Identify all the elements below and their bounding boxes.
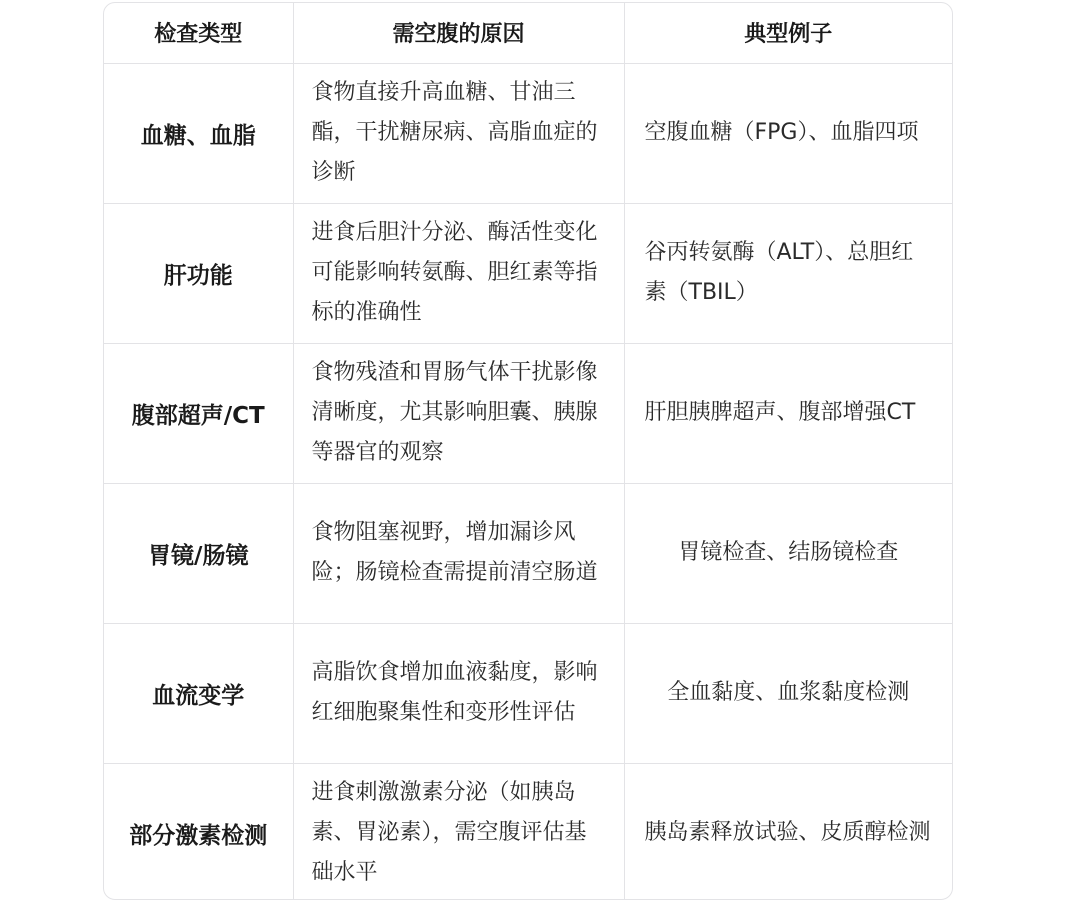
reason-cell: 进食刺激激素分泌（如胰岛素、胃泌素），需空腹评估基础水平 xyxy=(293,763,624,900)
exam-type-cell: 部分激素检测 xyxy=(104,763,293,900)
fasting-exam-table xyxy=(103,2,953,900)
example-cell: 谷丙转氨酶（ALT）、总胆红素（TBIL） xyxy=(624,203,952,343)
table-row xyxy=(104,763,952,900)
exam-type-cell: 血糖、血脂 xyxy=(104,63,293,203)
table-row xyxy=(104,483,952,623)
exam-type-cell: 腹部超声/CT xyxy=(104,343,293,483)
example-cell: 胃镜检查、结肠镜检查 xyxy=(624,483,952,623)
header-exam-type: 检查类型 xyxy=(104,3,293,63)
reason-cell: 高脂饮食增加血液黏度，影响红细胞聚集性和变形性评估 xyxy=(293,623,624,763)
table-row xyxy=(104,343,952,483)
exam-type-cell: 血流变学 xyxy=(104,623,293,763)
exam-type-cell: 胃镜/肠镜 xyxy=(104,483,293,623)
exam-type-cell: 肝功能 xyxy=(104,203,293,343)
reason-cell: 食物直接升高血糖、甘油三酯，干扰糖尿病、高脂血症的诊断 xyxy=(293,63,624,203)
table-row xyxy=(104,623,952,763)
example-cell: 肝胆胰脾超声、腹部增强CT xyxy=(624,343,952,483)
reason-cell: 进食后胆汁分泌、酶活性变化可能影响转氨酶、胆红素等指标的准确性 xyxy=(293,203,624,343)
example-cell: 空腹血糖（FPG）、血脂四项 xyxy=(624,63,952,203)
example-cell: 全血黏度、血浆黏度检测 xyxy=(624,623,952,763)
table-row xyxy=(104,63,952,203)
table-row xyxy=(104,203,952,343)
example-cell: 胰岛素释放试验、皮质醇检测 xyxy=(644,820,931,846)
header-fasting-reason: 需空腹的原因 xyxy=(293,3,624,63)
reason-cell: 食物残渣和胃肠气体干扰影像清晰度，尤其影响胆囊、胰腺等器官的观察 xyxy=(293,343,624,483)
table xyxy=(104,3,952,900)
reason-cell: 食物阻塞视野，增加漏诊风险；肠镜检查需提前清空肠道 xyxy=(293,483,624,623)
header-typical-examples: 典型例子 xyxy=(624,3,952,63)
table-header-row xyxy=(104,3,952,63)
